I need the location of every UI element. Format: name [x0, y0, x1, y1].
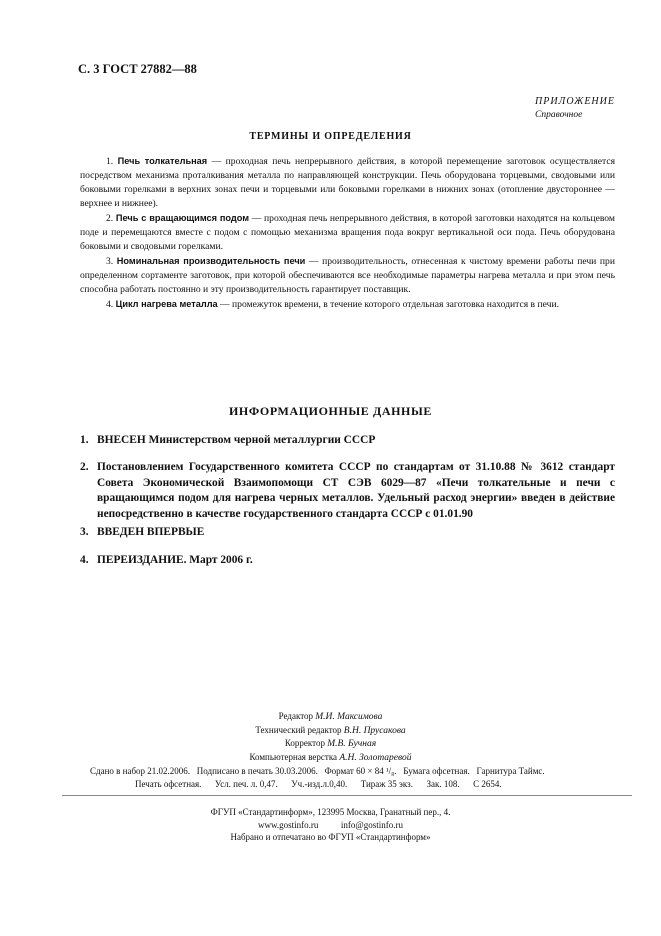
term-number: 1. — [106, 156, 114, 167]
print-imprint — [90, 765, 600, 790]
info-item-text: ВВЕДЕН ВПЕРВЫЕ — [97, 526, 205, 538]
info-item — [80, 553, 615, 569]
appendix-label — [535, 96, 615, 120]
term-paragraph — [80, 297, 615, 312]
credit-proofreader: Корректор М.В. Бучная — [284, 738, 377, 749]
divider-line — [62, 795, 632, 796]
term-number: 2. — [106, 213, 114, 224]
publisher-address: ФГУП «Стандартинформ», 123995 Москва, Гранатный пер., 4. — [210, 807, 451, 817]
info-section-title: ИНФОРМАЦИОННЫЕ ДАННЫЕ — [229, 404, 432, 418]
term-definition: — производительность, отнесенная к чистому времени работы печи при определенном сортаменте заготовок, при которой обеспечиваются все необходимые параметры нагрева металла и при этом печь способна работать постоянно и эту производительность гарантирует поставщик. — [80, 256, 615, 295]
info-item-number: 1. — [80, 434, 89, 446]
info-item-text: Постановлением Государственного комитета СССР по стандартам от 31.10.88 № 3612 стандарт Совета Экономической Взаимопомощи СТ СЭВ 6029—87 «Печи толкательные и печи с вращающимся подом для нагрева черных металлов. Удельный расход энергии» введен в действие непосредственно в качестве государственного стандарта СССР с 01.01.90 — [97, 461, 615, 520]
term-number: 3. — [106, 256, 114, 267]
info-item-number: 4. — [80, 554, 89, 566]
publisher-info — [0, 806, 661, 844]
term-name: Печь с вращающимся подом — [115, 213, 249, 223]
credit-editor: Редактор М.И. Максимова — [278, 711, 383, 722]
info-item-text: ПЕРЕИЗДАНИЕ. Март 2006 г. — [97, 554, 253, 566]
term-definition: — проходная печь непрерывного действия, в которой перемещение заготовок осуществляется посредством механизма проталкивания металла по направляющей конструкции. Печь оборудована торцевыми, сводовыми или боковыми горелками в верхних зонах печи и торцевыми или боковыми горелками в нижних зонах (отопление двустороннее — верхнее и нижнее). — [80, 156, 615, 209]
info-item — [80, 433, 615, 449]
imprint-line-2: Печать офсетная. Усл. печ. л. 0,47. Уч.-изд.л.0,40. Тираж 35 экз. Зак. 108. С 2654. — [135, 778, 502, 789]
info-item-number: 3. — [80, 526, 89, 538]
term-paragraph — [80, 254, 615, 297]
term-name: Цикл нагрева металла — [115, 299, 218, 309]
terms-section-title: ТЕРМИНЫ И ОПРЕДЕЛЕНИЯ — [249, 131, 412, 142]
publisher-contacts: www.gostinfo.ru info@gostinfo.ru — [258, 819, 403, 830]
term-definition: — проходная печь непрерывного действия, в которой заготовки находятся на кольцевом поде и перемещаются вместе с подом с помощью механизма вращения пода вокруг вертикальной оси пода. Печь оборудована боковыми и сводовыми горелками. — [80, 213, 615, 252]
credit-tech-editor: Технический редактор В.Н. Прусакова — [255, 724, 406, 736]
term-name: Печь толкательная — [117, 156, 208, 166]
appendix-title: ПРИЛОЖЕНИЕ — [535, 96, 615, 107]
info-item — [80, 525, 615, 541]
page-header-code: С. 3 ГОСТ 27882—88 — [78, 62, 197, 76]
term-name: Номинальная производительность печи — [116, 256, 306, 266]
term-number: 4. — [106, 299, 114, 310]
imprint-line-1: Сдано в набор 21.02.2006. Подписано в печать 30.03.2006. Формат 60 × 84 ¹/₈. Бумага офсетная. Гарнитура Таймс. — [90, 766, 545, 776]
publisher-printed: Набрано и отпечатано во ФГУП «Стандартинформ» — [230, 832, 431, 842]
info-item — [80, 460, 615, 522]
info-item-text: ВНЕСЕН Министерством черной металлургии СССР — [97, 434, 376, 446]
term-paragraph — [80, 154, 615, 211]
appendix-subtitle: Справочное — [535, 110, 583, 120]
term-definition: — промежуток времени, в течение которого отдельная заготовка находится в печи. — [217, 299, 559, 310]
terms-list — [80, 154, 615, 312]
term-paragraph — [80, 211, 615, 254]
info-item-number: 2. — [80, 461, 89, 473]
credit-layout: Компьютерная верстка А.Н. Золотаревой — [249, 751, 412, 763]
editorial-credits — [0, 710, 661, 764]
